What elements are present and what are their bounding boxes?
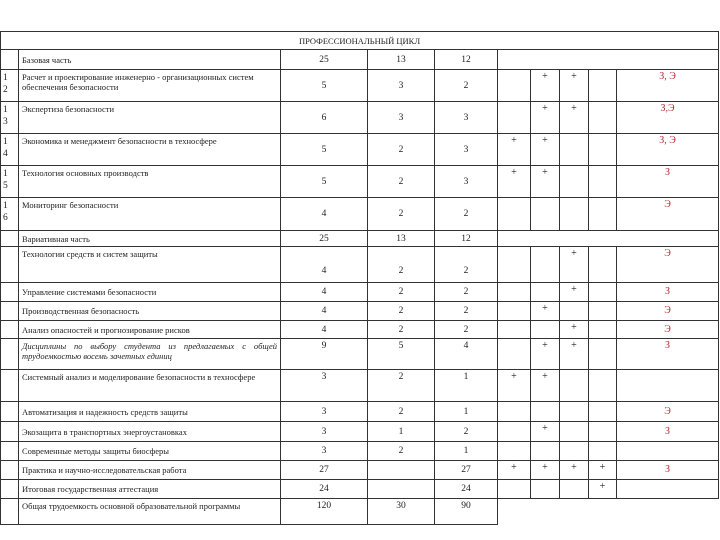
practice-row: Практика и научно-исследовательская работа 27 27 + + + + З: [1, 461, 719, 480]
semester-mark: +: [531, 70, 560, 102]
base-total: 25: [281, 50, 368, 70]
attestation-row: Итоговая государственная аттестация 24 24 +: [1, 480, 719, 499]
curriculum-table: [0, 31, 719, 525]
table-row: Производственная безопасность 4 2 2 + Э: [1, 302, 719, 321]
base-col2: 13: [368, 50, 435, 70]
table-row: Управление системами безопасности 4 2 2 + З: [1, 283, 719, 302]
table-row: Автоматизация и надежность средств защиты 3 2 1 Э: [1, 402, 719, 422]
base-col3: 12: [435, 50, 498, 70]
discipline-name: Управление системами безопасности: [19, 283, 281, 302]
table-row: Современные методы защиты биосферы 3 2 1: [1, 442, 719, 461]
discipline-name: Технологии средств и систем защиты: [19, 247, 281, 283]
table-row: 1 4 Экономика и менеджмент безопасности в техносфере 5 2 3 + + З, Э: [1, 134, 719, 166]
table-row: Технологии средств и систем защиты 4 2 2 + Э: [1, 247, 719, 283]
discipline-name: Итоговая государственная аттестация: [19, 480, 281, 499]
discipline-name: Практика и научно-исследовательская работа: [19, 461, 281, 480]
table-row: 1 5 Технология основных производств 5 2 3 + + З: [1, 166, 719, 198]
table-row: Анализ опасностей и прогнозирование рисков 4 2 2 + Э: [1, 321, 719, 339]
discipline-name: Экозащита в транспортных энергоустановках: [19, 422, 281, 442]
variable-section-row: Вариативная часть 25 13 12: [1, 231, 719, 247]
semester-mark: +: [560, 70, 589, 102]
assessment-form: З, Э: [617, 70, 719, 102]
table-row: 1 6 Мониторинг безопасности 4 2 2 Э: [1, 198, 719, 231]
discipline-name: Расчет и проектирование инженерно - организационных систем обеспечения безопасности: [19, 70, 281, 102]
total-label: Общая трудоемкость основной образовательной программы: [19, 499, 281, 525]
variable-section-label: Вариативная часть: [19, 231, 281, 247]
discipline-name: Производственная безопасность: [19, 302, 281, 321]
discipline-name: Современные методы защиты биосферы: [19, 442, 281, 461]
table-row: 1 2 Расчет и проектирование инженерно - организационных систем обеспечения безопасности 5 3 2 + + З, Э: [1, 70, 719, 102]
section-header: ПРОФЕССИОНАЛЬНЫЙ ЦИКЛ: [1, 32, 719, 50]
discipline-name: Технология основных производств: [19, 166, 281, 198]
table-row: 1 3 Экспертиза безопасности 6 3 3 + + З,Э: [1, 102, 719, 134]
base-section-label: Базовая часть: [19, 50, 281, 70]
discipline-name: Анализ опасностей и прогнозирование рисков: [19, 321, 281, 339]
discipline-name: Дисциплины по выбору студента из предлагаемых с общей трудоемкостью восемь зачетных единиц: [19, 339, 281, 370]
discipline-name: Экономика и менеджмент безопасности в техносфере: [19, 134, 281, 166]
table-row: Экозащита в транспортных энергоустановках 3 1 2 + З: [1, 422, 719, 442]
discipline-name: Мониторинг безопасности: [19, 198, 281, 231]
discipline-name: Системный анализ и моделирование безопасности в техносфере: [19, 370, 281, 402]
base-section-row: [1, 50, 719, 70]
row-index: 1 2: [1, 70, 19, 102]
discipline-name: Автоматизация и надежность средств защиты: [19, 402, 281, 422]
table-row: Системный анализ и моделирование безопасности в техносфере 3 2 1 + +: [1, 370, 719, 402]
discipline-name: Экспертиза безопасности: [19, 102, 281, 134]
header-row: [1, 32, 719, 50]
total-row: Общая трудоемкость основной образовательной программы 120 30 90: [1, 499, 719, 525]
table-row: Дисциплины по выбору студента из предлагаемых с общей трудоемкостью восемь зачетных единиц 9 5 4 + + З: [1, 339, 719, 370]
